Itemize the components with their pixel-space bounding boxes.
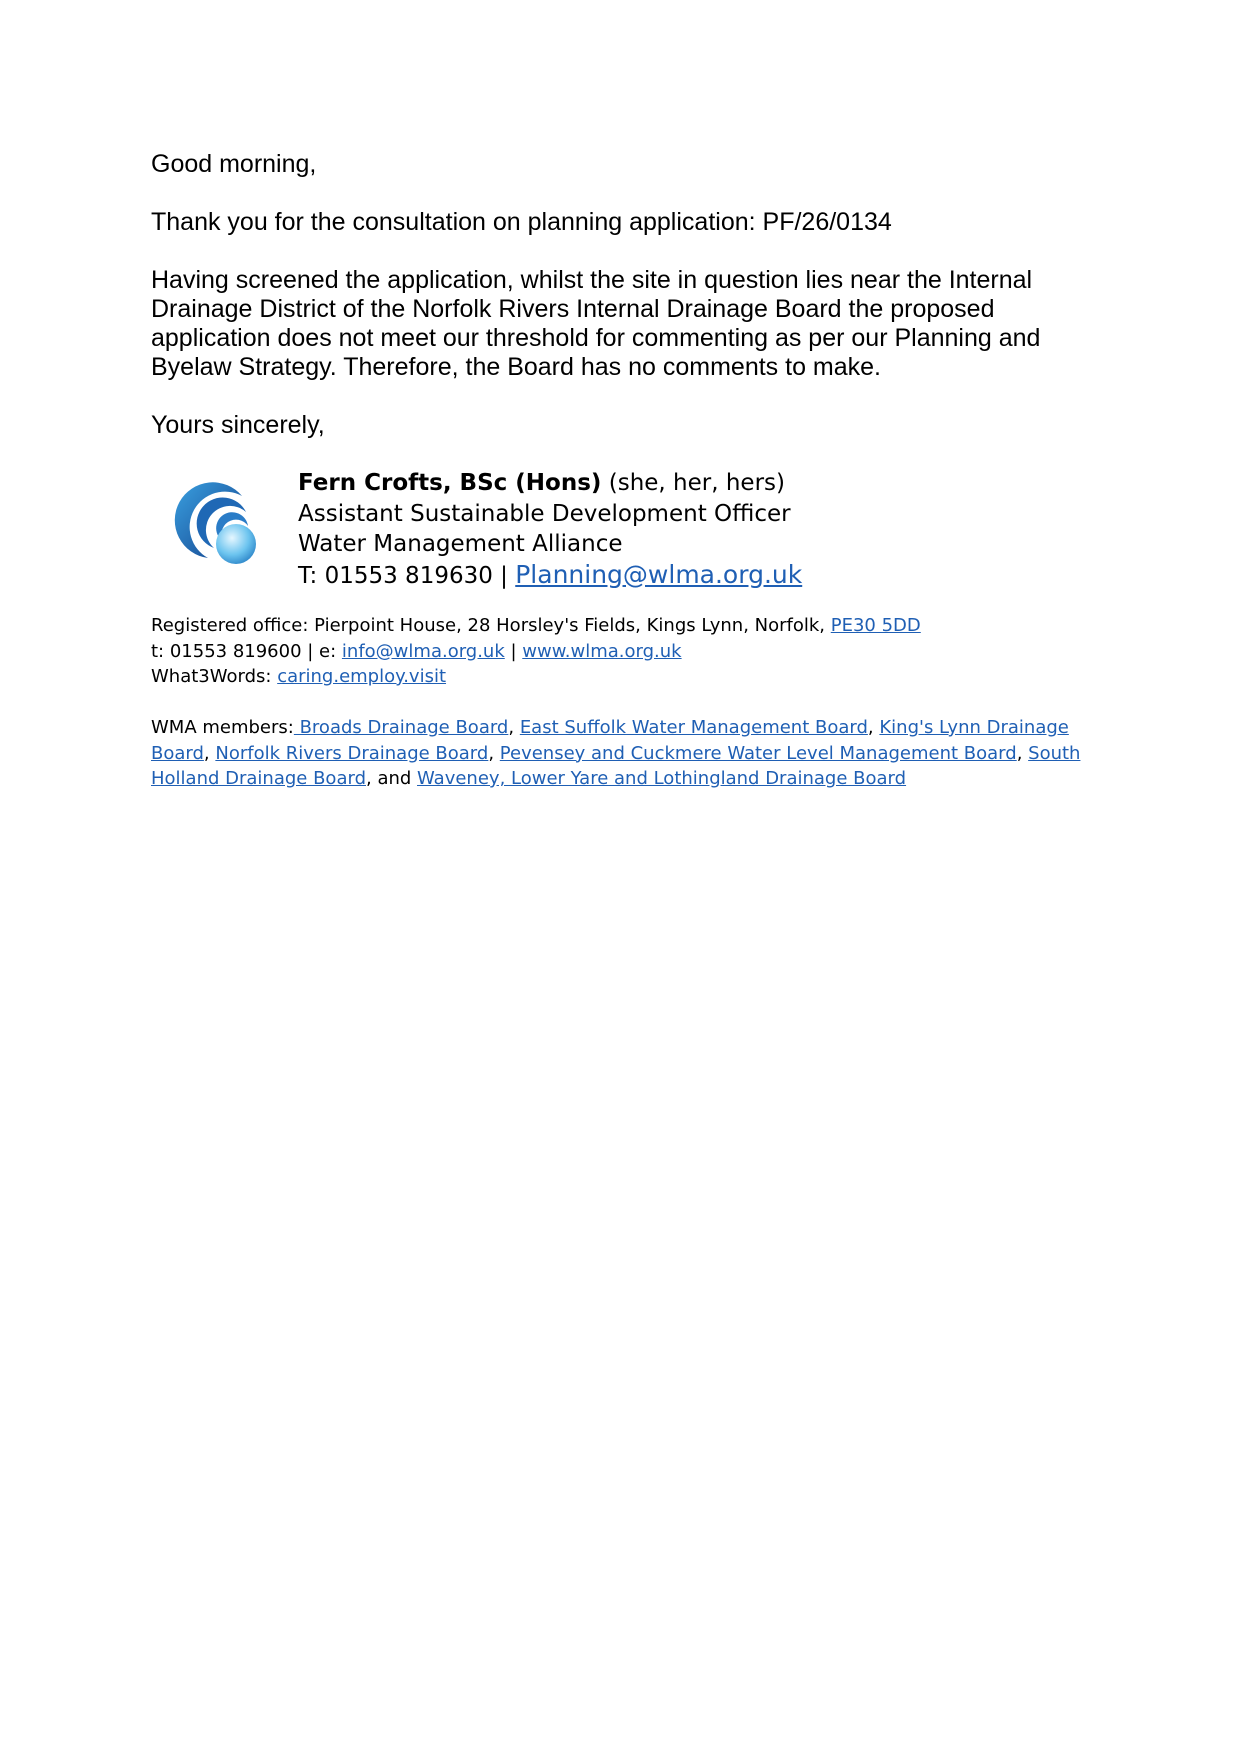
registered-office-line: [151, 613, 1091, 639]
what3words-link[interactable]: caring.employ.visit: [277, 666, 447, 687]
footer-contact: [151, 613, 1091, 690]
separator: |: [504, 640, 523, 662]
what3words-line: [151, 664, 1091, 690]
office-address: Registered office: Pierpoint House, 28 Horsley's Fields, Kings Lynn, Norfolk,: [151, 615, 831, 636]
member-link-east-suffolk[interactable]: East Suffolk Water Management Board: [519, 717, 868, 738]
postcode-link[interactable]: PE30 5DD: [830, 615, 921, 636]
signature-pronouns: (she, her, hers): [601, 470, 785, 496]
what3words-label: What3Words:: [151, 666, 278, 687]
main-paragraph: Having screened the application, whilst the site in question lies near the Internal Drainage District of the Norfolk Rivers Internal Drainage Board the proposed application does not meet our threshold for commenting as per our Planning and Byelaw Strategy. Therefore, the Board has no comments to make.: [151, 266, 1041, 381]
telephone-text: t: 01553 819600 | e:: [151, 640, 342, 662]
signature-name: Fern Crofts, BSc (Hons): [298, 470, 602, 496]
signature-contact: [298, 560, 802, 592]
comma: ,: [203, 742, 216, 764]
member-link-waveney[interactable]: Waveney, Lower Yare and Lothingland Drainage Board: [417, 768, 907, 789]
contact-line: [151, 639, 1091, 665]
member-link-norfolk-rivers[interactable]: Norfolk Rivers Drainage Board: [215, 742, 489, 764]
comma: ,: [488, 742, 500, 764]
signature-block: [298, 468, 802, 591]
member-link-broads[interactable]: Broads Drainage Board: [293, 717, 509, 738]
signoff: Yours sincerely,: [151, 411, 325, 439]
members-label: WMA members:: [151, 717, 294, 738]
signature-email-link[interactable]: Planning@wlma.org.uk: [515, 559, 803, 589]
signature-phone: T: 01553 819630 |: [298, 562, 516, 589]
member-link-pevensey-cuckmere[interactable]: Pevensey and Cuckmere Water Level Management Board: [499, 742, 1017, 764]
member-link-kings-lynn[interactable]: King's Lynn Drainage Board: [151, 717, 1069, 764]
member-link-south-holland[interactable]: South Holland Drainage Board: [151, 742, 1081, 789]
wma-members: [151, 715, 1091, 792]
comma: ,: [1016, 742, 1029, 764]
greeting: Good morning,: [151, 150, 317, 178]
comma: ,: [508, 717, 520, 738]
and-text: , and: [366, 768, 418, 789]
signature-role: Assistant Sustainable Development Officer: [298, 500, 791, 527]
info-email-link[interactable]: info@wlma.org.uk: [341, 640, 505, 662]
comma: ,: [867, 717, 880, 738]
wma-swirl-logo-icon: [168, 472, 266, 570]
thanks-line: Thank you for the consultation on planning application: PF/26/0134: [151, 208, 892, 236]
signature-name-line: [298, 468, 802, 499]
signature-org: Water Management Alliance: [298, 531, 623, 557]
website-link[interactable]: www.wlma.org.uk: [522, 640, 682, 662]
